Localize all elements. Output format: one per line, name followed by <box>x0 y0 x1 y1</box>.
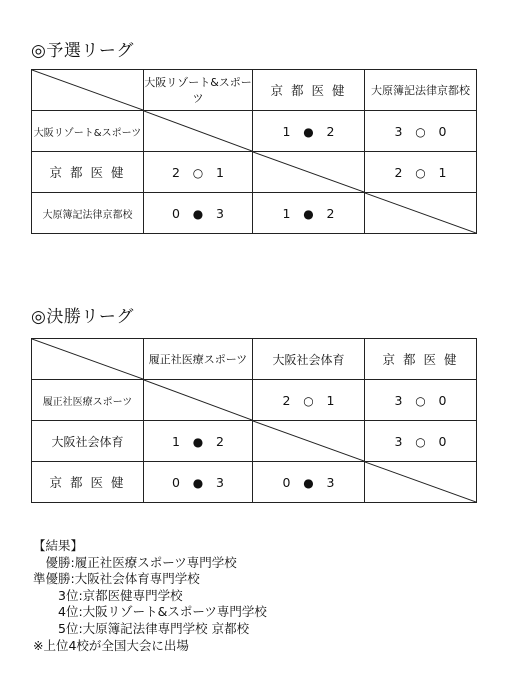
final-league-table <box>31 338 477 503</box>
column-header: 京 都 医 健 <box>253 70 365 111</box>
match-score: 1 ● 2 <box>144 421 253 462</box>
table-row <box>32 462 477 503</box>
corner-cell <box>32 70 144 111</box>
column-header: 大阪リゾート&スポーツ <box>144 70 253 111</box>
loss-mark: ● <box>192 206 204 221</box>
match-score: 3 ○ 0 <box>365 111 477 152</box>
match-score: 2 ○ 1 <box>365 152 477 193</box>
self-match-cell <box>253 152 365 193</box>
win-mark: ○ <box>415 393 426 408</box>
match-score: 0 ● 3 <box>144 462 253 503</box>
results-heading: 【結果】 <box>33 538 84 553</box>
win-mark: ○ <box>415 165 426 180</box>
loss-mark: ● <box>303 124 314 139</box>
results-section <box>33 538 267 654</box>
row-header: 京 都 医 健 <box>32 152 144 193</box>
result-line: 3位:京都医健専門学校 <box>33 587 183 603</box>
self-match-cell <box>144 380 253 421</box>
self-match-cell <box>365 193 477 234</box>
result-line: 準優勝:大阪社会体育専門学校 <box>33 571 200 587</box>
match-score: 0 ● 3 <box>144 193 253 234</box>
final-league-title: ◎決勝リーグ <box>31 307 134 327</box>
result-note: ※上位4校が全国大会に出場 <box>33 637 189 653</box>
row-header: 大阪社会体育 <box>32 421 144 462</box>
win-mark: ○ <box>192 165 204 180</box>
row-header: 大原簿記法律京都校 <box>32 193 144 234</box>
loss-mark: ● <box>192 434 204 449</box>
win-mark: ○ <box>415 434 426 449</box>
result-line: 優勝:履正社医療スポーツ専門学校 <box>33 554 237 570</box>
result-line: 4位:大阪リゾート&スポーツ専門学校 <box>33 604 267 620</box>
self-match-cell <box>144 111 253 152</box>
column-header: 大原簿記法律京都校 <box>365 70 477 111</box>
column-header: 大阪社会体育 <box>253 339 365 380</box>
table-row <box>32 152 477 193</box>
column-header: 履正社医療スポーツ <box>144 339 253 380</box>
column-header: 京 都 医 健 <box>365 339 477 380</box>
match-score: 3 ○ 0 <box>365 421 477 462</box>
row-header: 履正社医療スポーツ <box>32 380 144 421</box>
match-score: 2 ○ 1 <box>144 152 253 193</box>
row-header: 京 都 医 健 <box>32 462 144 503</box>
result-line: 5位:大原簿記法律専門学校 京都校 <box>33 620 250 636</box>
qualifier-league-title: ◎予選リーグ <box>31 41 134 61</box>
self-match-cell <box>253 421 365 462</box>
loss-mark: ● <box>303 206 314 221</box>
loss-mark: ● <box>303 475 314 490</box>
corner-cell <box>32 339 144 380</box>
match-score: 1 ● 2 <box>253 111 365 152</box>
match-score: 0 ● 3 <box>253 462 365 503</box>
match-score: 1 ● 2 <box>253 193 365 234</box>
win-mark: ○ <box>303 393 314 408</box>
table-row <box>32 421 477 462</box>
table-row <box>32 380 477 421</box>
match-score: 3 ○ 0 <box>365 380 477 421</box>
win-mark: ○ <box>415 124 426 139</box>
match-score: 2 ○ 1 <box>253 380 365 421</box>
self-match-cell <box>365 462 477 503</box>
loss-mark: ● <box>192 475 204 490</box>
table-row <box>32 193 477 234</box>
qualifier-league-table <box>31 69 477 234</box>
row-header: 大阪リゾート&スポーツ <box>32 111 144 152</box>
table-row <box>32 111 477 152</box>
